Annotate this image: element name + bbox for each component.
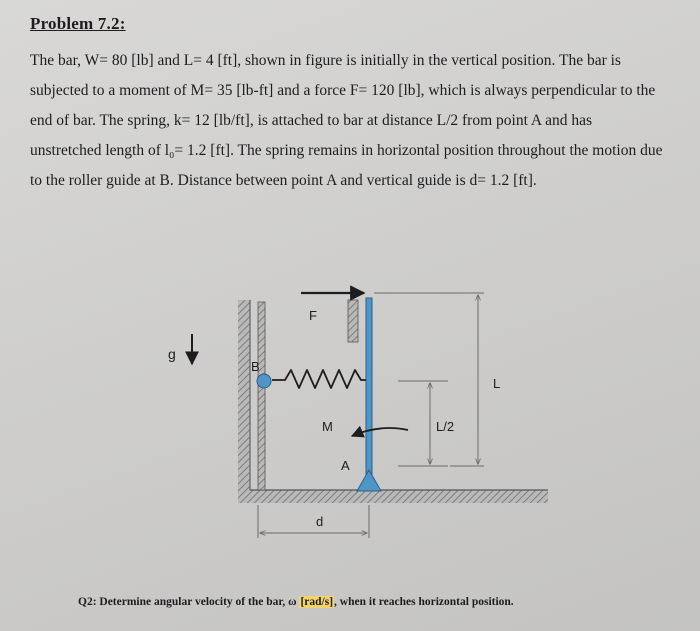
gravity-label: g <box>168 346 176 362</box>
bar <box>366 298 372 476</box>
roller-label: B <box>251 359 260 374</box>
roller-b <box>257 374 271 388</box>
question-prefix: Q2: Determine angular velocity of the bar, ω <box>78 596 300 608</box>
spring <box>272 370 366 388</box>
statement-line-4: unstretched length of l₀= 1.2 [ft]. The spring remains in horizontal position throughout the motion due <box>30 142 663 159</box>
question-line <box>78 596 514 608</box>
ground <box>238 490 548 503</box>
distance-label: d <box>316 514 324 529</box>
statement-line-1: The bar, W= 80 [lb] and L= 4 [ft], shown in figure is initially in the vertical position. The bar is <box>30 52 621 69</box>
unit-highlight: [rad/s] <box>300 596 334 608</box>
statement-line-3: end of bar. The spring, k= 12 [lb/ft], is attached to bar at distance L/2 from point A and has <box>30 112 593 129</box>
distance-dimension <box>258 505 369 538</box>
problem-title: Problem 7.2: <box>30 14 126 33</box>
left-wall <box>238 300 250 503</box>
length-dimension <box>374 293 484 466</box>
statement-line-2: subjected to a moment of M= 35 [lb-ft] and a force F= 120 [lb], which is always perpendicular to the <box>30 82 656 99</box>
upper-guide-block <box>348 300 358 342</box>
pivot-support <box>357 470 381 491</box>
statement-line-5: to the roller guide at B. Distance between point A and vertical guide is d= 1.2 [ft]. <box>30 172 537 189</box>
half-length-label: L/2 <box>436 419 455 434</box>
vertical-guide <box>250 302 265 490</box>
moment-arrow <box>352 428 408 436</box>
pivot-label: A <box>341 458 350 473</box>
question-suffix: , when it reaches horizontal position. <box>334 596 514 608</box>
moment-label: M <box>322 419 333 434</box>
force-label: F <box>309 308 317 323</box>
length-label: L <box>493 376 501 391</box>
